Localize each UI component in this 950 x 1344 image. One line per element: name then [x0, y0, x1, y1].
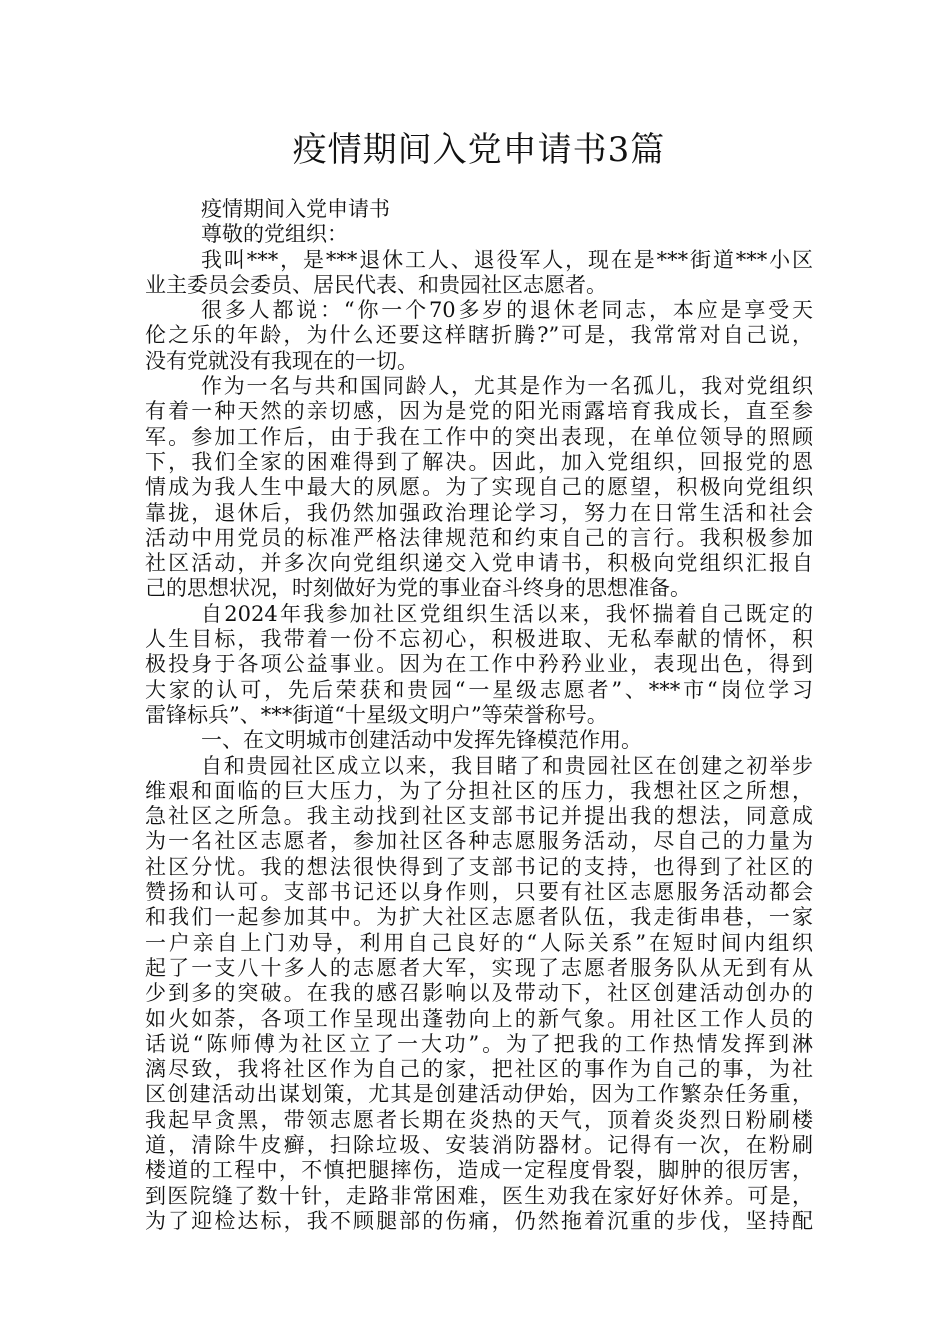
text-line: 极投身于各项公益事业。因为在工作中矜矜业业，表现出色，得到 — [145, 652, 813, 677]
text-line: 急社区之所急。我主动找到社区支部书记并提出我的想法，同意成 — [145, 804, 813, 829]
text-line: 少到多的突破。在我的感召影响以及带动下，社区创建活动创办的 — [145, 981, 813, 1006]
text-line: 军。参加工作后，由于我在工作中的突出表现，在单位领导的照顾 — [145, 424, 813, 449]
text-line: 一户亲自上门劝导，利用自己良好的“人际关系”在短时间内组织 — [145, 930, 813, 955]
text-line: 业主委员会委员、居民代表、和贵园社区志愿者。 — [145, 272, 607, 297]
text-line: 区创建活动出谋划策，尤其是创建活动伊始，因为工作繁杂任务重， — [145, 1082, 813, 1107]
text-line: 起了一支八十多人的志愿者大军，实现了志愿者服务队从无到有从 — [145, 955, 813, 980]
text-line: 有着一种天然的亲切感，因为是党的阳光雨露培育我成长，直至参 — [145, 399, 813, 424]
text-line: 我起早贪黑，带领志愿者长期在炎热的天气，顶着炎炎烈日粉刷楼 — [145, 1107, 813, 1132]
text-line: 我叫***，是***退休工人、退役军人，现在是***街道***小区 — [201, 247, 813, 272]
text-line: 道，清除牛皮癣，扫除垃圾、安装消防器材。记得有一次，在粉刷 — [145, 1132, 813, 1157]
text-line: 人生目标，我带着一份不忘初心，积极进取、无私奉献的情怀，积 — [145, 627, 813, 652]
text-line: 到医院缝了数十针，走路非常困难，医生劝我在家好好休养。可是， — [145, 1183, 813, 1208]
text-line: 社区活动，并多次向党组织递交入党申请书，积极向党组织汇报自 — [145, 551, 813, 576]
text-line: 靠拢，退休后，我仍然加强政治理论学习，努力在日常生活和社会 — [145, 500, 813, 525]
text-line: 雷锋标兵”、***街道“十星级文明户”等荣誉称号。 — [145, 702, 608, 727]
document-page — [145, 125, 813, 1234]
text-line: 一、在文明城市创建活动中发挥先锋模范作用。 — [201, 728, 642, 753]
text-line: 很多人都说：“你一个70多岁的退休老同志，本应是享受天 — [201, 298, 813, 323]
text-line: 伦之乐的年龄，为什么还要这样瞎折腾?”可是，我常常对自己说， — [145, 323, 813, 348]
document-body — [145, 197, 813, 1234]
document-title: 疫情期间入党申请书3篇 — [292, 130, 666, 170]
text-line: 自2024年我参加社区党组织生活以来，我怀揣着自己既定的 — [201, 601, 813, 626]
text-line: 没有党就没有我现在的一切。 — [145, 348, 418, 373]
text-line: 活动中用党员的标准严格法律规范和约束自己的言行。我积极参加 — [145, 525, 813, 550]
text-line: 情成为我人生中最大的夙愿。为了实现自己的愿望，积极向党组织 — [145, 475, 813, 500]
text-line: 话说“陈师傅为社区立了一大功”。为了把我的工作热情发挥到淋 — [145, 1031, 813, 1056]
text-line: 楼道的工程中，不慎把腿摔伤，造成一定程度骨裂，脚肿的很厉害， — [145, 1158, 813, 1183]
text-line: 社区分忧。我的想法很快得到了支部书记的支持，也得到了社区的 — [145, 854, 813, 879]
text-line: 作为一名与共和国同龄人，尤其是作为一名孤儿，我对党组织 — [201, 374, 813, 399]
text-line: 大家的认可，先后荣获和贵园“一星级志愿者”、***市“岗位学习 — [145, 677, 813, 702]
text-line: 下，我们全家的困难得到了解决。因此，加入党组织，回报党的恩 — [145, 449, 813, 474]
text-line: 如火如荼，各项工作呈现出蓬勃向上的新气象。用社区工作人员的 — [145, 1006, 813, 1031]
text-line: 为了迎检达标，我不顾腿部的伤痛，仍然拖着沉重的步伐，坚持配 — [145, 1208, 813, 1233]
text-line: 己的思想状况，时刻做好为党的事业奋斗终身的思想准备。 — [145, 576, 691, 601]
text-line: 漓尽致，我将社区作为自己的家，把社区的事作为自己的事，为社 — [145, 1057, 813, 1082]
text-line: 赞扬和认可。支部书记还以身作则，只要有社区志愿服务活动都会 — [145, 880, 813, 905]
text-line: 为一名社区志愿者，参加社区各种志愿服务活动，尽自己的力量为 — [145, 829, 813, 854]
text-line: 和我们一起参加其中。为扩大社区志愿者队伍，我走街串巷，一家 — [145, 905, 813, 930]
text-line: 自和贵园社区成立以来，我目睹了和贵园社区在创建之初举步 — [201, 753, 813, 778]
text-line: 维艰和面临的巨大压力，为了分担社区的压力，我想社区之所想， — [145, 778, 813, 803]
text-line: 尊敬的党组织： — [201, 222, 348, 247]
text-line: 疫情期间入党申请书 — [201, 197, 390, 221]
